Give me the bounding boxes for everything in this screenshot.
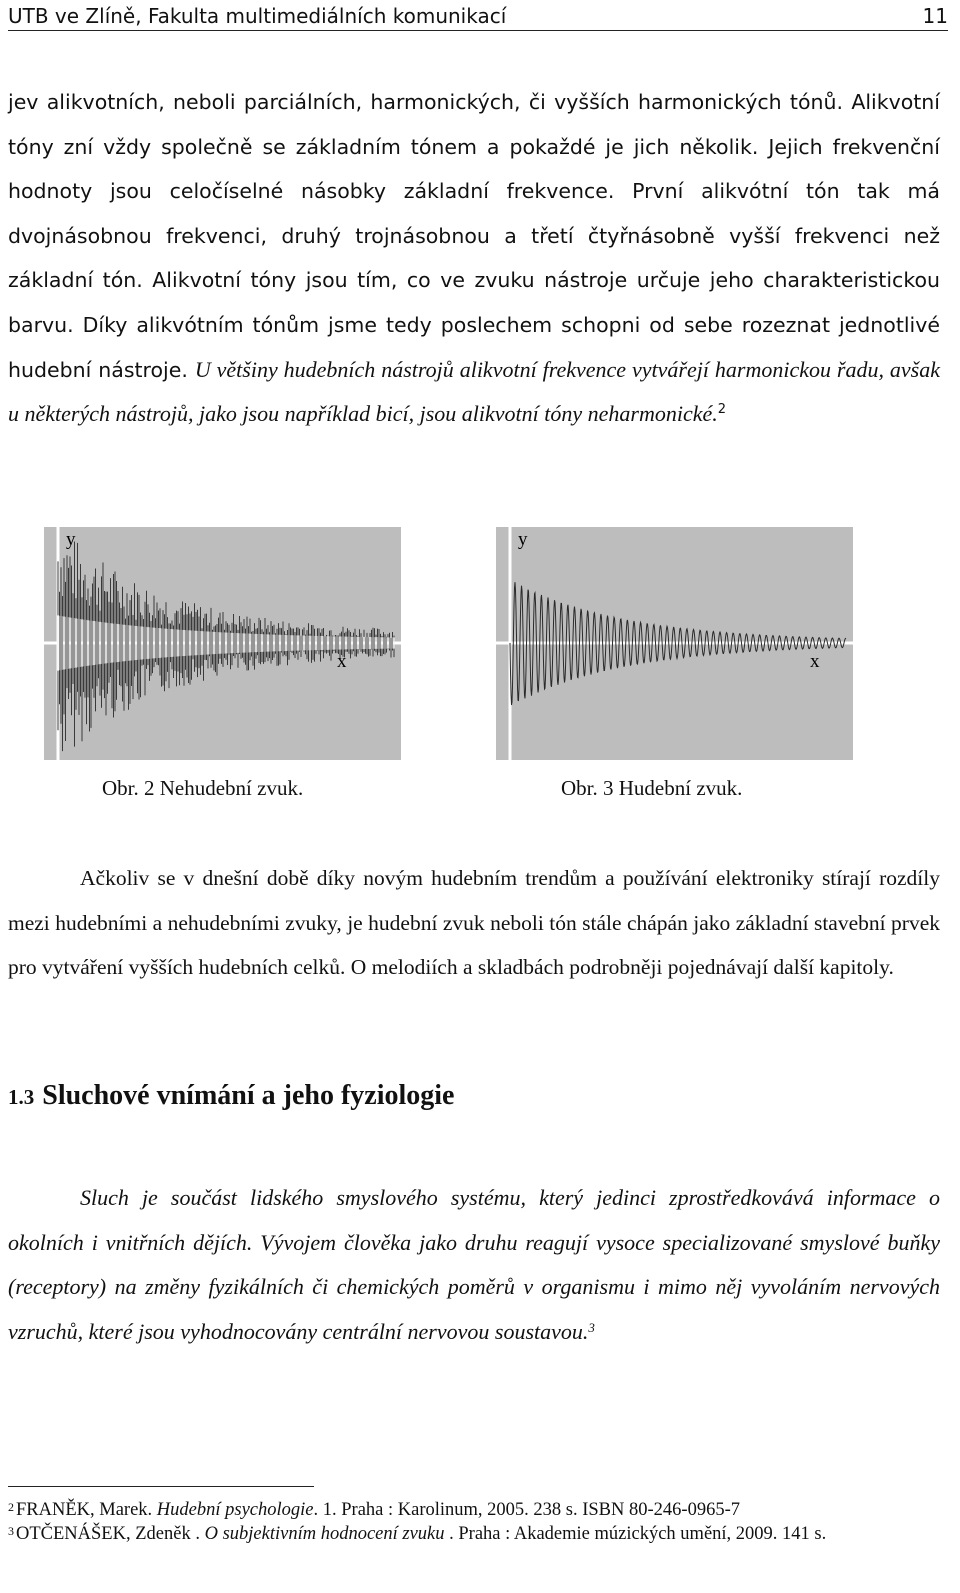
page-header <box>8 0 948 31</box>
paragraph-hearing <box>8 1176 940 1354</box>
waveform-musical <box>496 527 853 760</box>
figure-nonmusical-waveform <box>44 527 401 760</box>
y-axis-label: y <box>518 529 528 550</box>
paragraph-overtones-text: jev alikvotních, neboli parciálních, harmonických, či vyšších harmonických tónů. Alikvotní tóny zní vždy společně se základním tónem a pokaždé je jich několik. Jejich frekvenční hodnoty jsou celočíselné násobky základní frekvence. První alikvótní tón tak má dvojnásobnou frekvenci, druhý trojnásobnou a třetí čtyřnásobně vyšší frekvenci než základní tón. Alikvotní tóny jsou tím, co ve zvuku nástroje určuje jeho charakteristickou barvu. Díky alikvótním tónům jsme tedy poslechem schopni od sebe rozeznat jednotlivé hudební nástroje. <box>8 90 940 382</box>
section-title: Sluchové vnímání a jeho fyziologie <box>42 1080 455 1111</box>
figure-caption-2: Obr. 2 Nehudební zvuk. <box>102 776 304 800</box>
x-axis-label: x <box>337 651 347 672</box>
section-number: 1.3 <box>8 1085 35 1109</box>
footnote-number: 3 <box>8 1524 14 1538</box>
footnote-ref-2: 2 <box>717 402 727 418</box>
footnote-author: OTČENÁŠEK, Zdeněk . <box>16 1524 205 1544</box>
footnote-separator <box>8 1486 314 1487</box>
figure-caption-3: Obr. 3 Hudební zvuk. <box>561 776 743 800</box>
paragraph-hearing-text: Sluch je součást lidského smyslového systému, který jedinci zprostředkovává informace o okolních i vnitřních dějích. Vývojem člověka jako druhu reagují vysoce specializované smyslové buňky (receptory) na změny fyzikálních či chemických poměrů v organismu i mimo něj vyvoláním nervových vzruchů, které jsou vyhodnocovány centrální nervovou soustavou. <box>8 1185 940 1344</box>
section-heading <box>8 1080 454 1112</box>
footnote-number: 2 <box>8 1500 14 1514</box>
footnote-details: . Praha : Akademie múzických umění, 2009. 141 s. <box>444 1524 827 1544</box>
paragraph-overtones <box>8 80 940 437</box>
footnote-author: FRANĚK, Marek. <box>16 1500 157 1520</box>
footnote-title: O subjektivním hodnocení zvuku <box>204 1524 445 1544</box>
footnote-2 <box>8 1497 940 1523</box>
header-title: UTB ve Zlíně, Fakulta multimediálních komunikací <box>8 4 507 28</box>
paragraph-overtones-italic: U většiny hudebních nástrojů alikvotní frekvence vytvářejí harmonickou řadu, avšak u některých nástrojů, jako jsou například bicí, jsou alikvotní tóny neharmonické. <box>8 356 940 427</box>
paragraph-music-vs-noise-text: Ačkoliv se v dnešní době díky novým hudebním trendům a používání elektroniky stírají rozdíly mezi hudebními a nehudebními zvuky, je hudební zvuk neboli tón stále chápán jako základní stavební prvek pro vytváření vyšších hudebních celků. O melodiích a skladbách podrobněji pojednávají další kapitoly. <box>8 866 940 980</box>
figure-musical-waveform <box>496 527 853 760</box>
y-axis-label: y <box>66 529 76 550</box>
noise-waveform <box>58 542 394 752</box>
footnote-details: . 1. Praha : Karolinum, 2005. 238 s. ISBN 80-246-0965-7 <box>313 1500 740 1520</box>
page-number: 11 <box>922 4 948 28</box>
footnote-title: Hudební psychologie <box>156 1500 314 1520</box>
waveform-nonmusical <box>44 527 401 760</box>
paragraph-music-vs-noise <box>8 856 940 990</box>
footnote-3 <box>8 1521 940 1547</box>
footnote-ref-3: 3 <box>588 1319 595 1335</box>
x-axis-label: x <box>810 651 820 672</box>
